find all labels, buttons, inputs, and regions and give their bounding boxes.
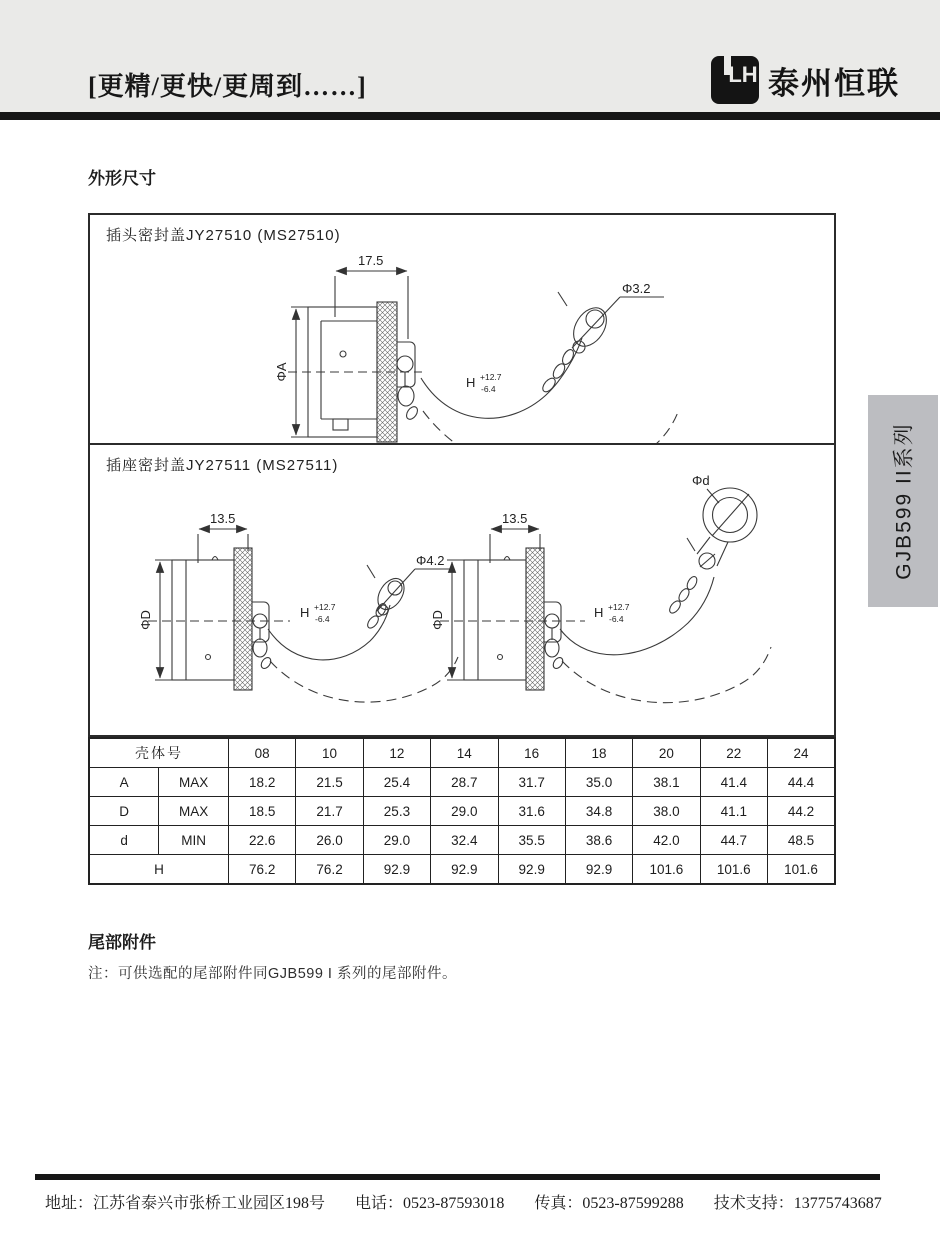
table-cell: 44.2 bbox=[768, 797, 836, 826]
panel-plug-cap-label: 插头密封盖JY27510 (MS27510) bbox=[106, 227, 341, 244]
table-qualifier-label: MAX bbox=[159, 768, 229, 797]
table-cell: 101.6 bbox=[700, 855, 767, 885]
drawing-box bbox=[88, 213, 836, 737]
dim-H-right-label: H bbox=[594, 605, 604, 620]
dim-17-5-label: 17.5 bbox=[358, 253, 384, 268]
table-size-header: 14 bbox=[431, 738, 498, 768]
table-size-header: 18 bbox=[565, 738, 632, 768]
dim-13-5-right-label: 13.5 bbox=[502, 511, 528, 526]
table-cell: 41.4 bbox=[700, 768, 767, 797]
table-size-header: 08 bbox=[229, 738, 296, 768]
table-row bbox=[89, 768, 835, 797]
table-size-header: 24 bbox=[768, 738, 836, 768]
dim-13-5-left-label: 13.5 bbox=[210, 511, 236, 526]
section-title-tail: 尾部附件 bbox=[88, 933, 156, 952]
table-cell: 26.0 bbox=[296, 826, 363, 855]
table-header-row bbox=[89, 738, 835, 768]
footer-fax: 传真：0523-87599288 bbox=[534, 1195, 684, 1212]
company-logo bbox=[710, 55, 900, 105]
brand-name: 泰州恒联 bbox=[768, 65, 900, 101]
table-cell: 92.9 bbox=[498, 855, 565, 885]
table-corner-label: 壳体号 bbox=[89, 738, 229, 768]
header-slogan: [更精/更快/更周到……] bbox=[88, 72, 367, 101]
table-cell: 31.7 bbox=[498, 768, 565, 797]
dim-H-tol-plus: +12.7 bbox=[480, 372, 502, 382]
series-side-tab bbox=[868, 395, 938, 607]
dim-H-left-tol-plus: +12.7 bbox=[314, 602, 336, 612]
dim-phiD-right-label: ΦD bbox=[430, 610, 445, 630]
table-cell: 92.9 bbox=[363, 855, 430, 885]
table-cell: 18.5 bbox=[229, 797, 296, 826]
footer-phone: 电话：0523-87593018 bbox=[355, 1195, 505, 1212]
table-size-header: 12 bbox=[363, 738, 430, 768]
table-size-header: 16 bbox=[498, 738, 565, 768]
table-cell: 22.6 bbox=[229, 826, 296, 855]
table-qualifier-label: MIN bbox=[159, 826, 229, 855]
dim-phi3-2-label: Φ3.2 bbox=[622, 281, 651, 296]
table-cell: 92.9 bbox=[565, 855, 632, 885]
dim-H-tol-minus: -6.4 bbox=[481, 384, 496, 394]
series-side-tab-label: GJB599 II系列 bbox=[893, 422, 917, 580]
table-cell: 35.5 bbox=[498, 826, 565, 855]
logo-lh-icon bbox=[710, 55, 760, 105]
table-cell: 48.5 bbox=[768, 826, 836, 855]
tail-note: 注：可供选配的尾部附件同GJB599 I 系列的尾部附件。 bbox=[88, 966, 457, 982]
dim-phiD-left-label: ΦD bbox=[138, 610, 153, 630]
footer bbox=[45, 1190, 905, 1213]
dim-H-right-tol-plus: +12.7 bbox=[608, 602, 630, 612]
section-title-dimensions: 外形尺寸 bbox=[88, 169, 156, 188]
footer-rule bbox=[35, 1174, 880, 1180]
panel-receptacle-cap-label: 插座密封盖JY27511 (MS27511) bbox=[106, 457, 339, 474]
table-param-label: D bbox=[89, 797, 159, 826]
footer-support: 技术支持：13775743687 bbox=[713, 1195, 882, 1212]
table-cell: 38.1 bbox=[633, 768, 700, 797]
table-cell: 44.7 bbox=[700, 826, 767, 855]
table-cell: 25.4 bbox=[363, 768, 430, 797]
table-param-label: H bbox=[89, 855, 229, 885]
table-row bbox=[89, 797, 835, 826]
table-cell: 18.2 bbox=[229, 768, 296, 797]
dim-H-left-tol-minus: -6.4 bbox=[315, 614, 330, 624]
table-cell: 29.0 bbox=[363, 826, 430, 855]
table-cell: 31.6 bbox=[498, 797, 565, 826]
dim-phiA-label: ΦA bbox=[274, 362, 289, 382]
receptacle-cap-drawing bbox=[90, 445, 834, 735]
panel-plug-cap bbox=[90, 215, 834, 445]
dim-H-right-tol-minus: -6.4 bbox=[609, 614, 624, 624]
table-cell: 76.2 bbox=[229, 855, 296, 885]
dim-phi4-2-label: Φ4.2 bbox=[416, 553, 445, 568]
table-cell: 92.9 bbox=[431, 855, 498, 885]
dim-phid-label: Φd bbox=[692, 473, 710, 488]
plug-cap-drawing bbox=[90, 215, 834, 443]
table-cell: 101.6 bbox=[633, 855, 700, 885]
table-cell: 28.7 bbox=[431, 768, 498, 797]
table-cell: 44.4 bbox=[768, 768, 836, 797]
logo-monogram: LH bbox=[728, 62, 758, 87]
dim-H-label: H bbox=[466, 375, 476, 390]
table-size-header: 10 bbox=[296, 738, 363, 768]
table-cell: 21.5 bbox=[296, 768, 363, 797]
table-size-header: 22 bbox=[700, 738, 767, 768]
dim-H-left-label: H bbox=[300, 605, 310, 620]
table-cell: 38.0 bbox=[633, 797, 700, 826]
table-cell: 32.4 bbox=[431, 826, 498, 855]
table-cell: 76.2 bbox=[296, 855, 363, 885]
table-param-label: A bbox=[89, 768, 159, 797]
table-param-label: d bbox=[89, 826, 159, 855]
table-cell: 25.3 bbox=[363, 797, 430, 826]
header-band bbox=[0, 0, 940, 112]
table-size-header: 20 bbox=[633, 738, 700, 768]
footer-address: 地址：江苏省泰兴市张桥工业园区198号 bbox=[45, 1195, 326, 1212]
panel-receptacle-cap bbox=[90, 445, 834, 735]
table-cell: 42.0 bbox=[633, 826, 700, 855]
table-row bbox=[89, 855, 835, 885]
table-cell: 101.6 bbox=[768, 855, 836, 885]
table-cell: 29.0 bbox=[431, 797, 498, 826]
header-divider-bar bbox=[0, 112, 940, 120]
table-cell: 41.1 bbox=[700, 797, 767, 826]
table-row bbox=[89, 826, 835, 855]
table-qualifier-label: MAX bbox=[159, 797, 229, 826]
table-cell: 38.6 bbox=[565, 826, 632, 855]
table-cell: 34.8 bbox=[565, 797, 632, 826]
table-cell: 21.7 bbox=[296, 797, 363, 826]
table-cell: 35.0 bbox=[565, 768, 632, 797]
dim-table bbox=[88, 737, 836, 885]
